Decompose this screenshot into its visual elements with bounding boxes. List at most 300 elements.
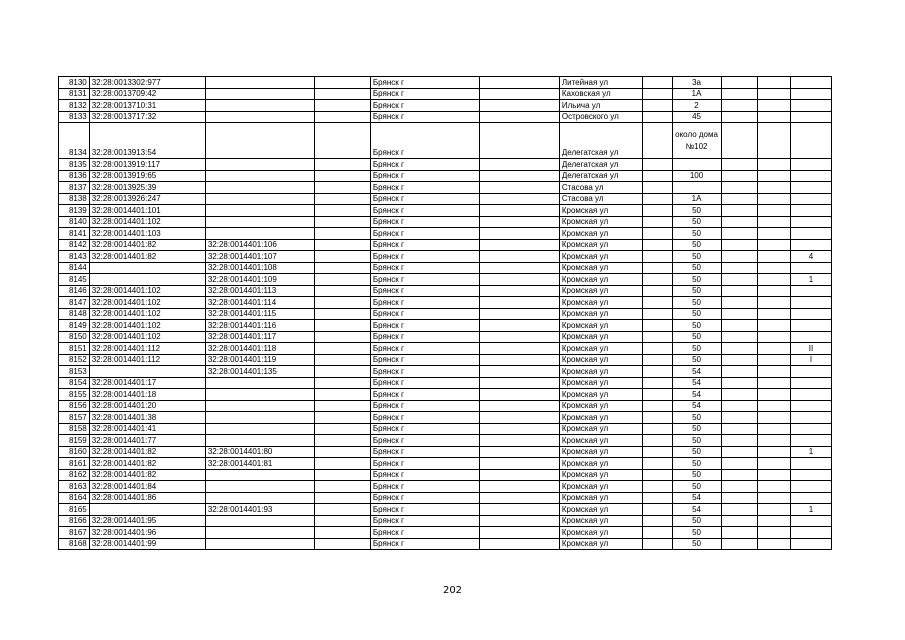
table-cell [757,435,790,447]
table-cell [315,308,371,320]
table-cell [480,538,560,550]
table-cell [642,343,672,355]
table-cell: Брянск г [370,100,479,112]
table-cell [721,228,757,240]
table-cell: 8156 [59,400,90,412]
table-cell: 8146 [59,285,90,297]
table-cell [757,274,790,286]
table-cell [480,111,560,123]
table-cell [790,228,831,240]
table-cell [315,77,371,89]
table-cell: 32:28:0014401:135 [205,366,314,378]
table-cell [721,343,757,355]
table-cell [721,515,757,527]
table-cell [721,354,757,366]
table-cell: Кромская ул [559,274,642,286]
table-cell [315,527,371,539]
table-cell [721,366,757,378]
table-cell [205,377,314,389]
table-cell [642,205,672,217]
table-cell [721,458,757,470]
table-cell [480,458,560,470]
table-cell: 8147 [59,297,90,309]
table-row [59,100,832,112]
table-cell: Делегатская ул [559,159,642,171]
table-cell: 50 [672,538,721,550]
table-cell [480,159,560,171]
table-cell [757,492,790,504]
table-cell: 32:28:0014401:96 [89,527,205,539]
table-cell [642,123,672,159]
table-cell [89,366,205,378]
table-cell: 8168 [59,538,90,550]
table-cell [790,77,831,89]
table-cell [790,458,831,470]
table-row [59,320,832,332]
table-cell: 8154 [59,377,90,389]
table-cell [315,504,371,516]
table-cell: 8155 [59,389,90,401]
table-row [59,123,832,159]
table-cell [480,239,560,251]
table-cell: 54 [672,504,721,516]
table-cell [721,216,757,228]
table-cell [480,170,560,182]
registry-table-body [59,77,832,550]
table-cell: 32:28:0014401:112 [89,354,205,366]
table-cell [480,308,560,320]
table-cell [790,123,831,159]
table-cell [315,251,371,263]
table-cell [790,366,831,378]
table-cell [757,111,790,123]
table-cell: 32:28:0014401:101 [89,205,205,217]
table-cell [721,159,757,171]
table-cell [642,297,672,309]
table-cell [205,469,314,481]
table-cell [205,423,314,435]
table-row [59,205,832,217]
table-cell: I [790,354,831,366]
table-cell [642,170,672,182]
table-cell [480,504,560,516]
table-cell [480,320,560,332]
table-cell [480,331,560,343]
table-cell: Стасова ул [559,193,642,205]
table-cell [757,100,790,112]
table-cell [480,100,560,112]
table-row [59,251,832,263]
table-cell [757,159,790,171]
table-cell [480,481,560,493]
table-cell [721,492,757,504]
table-cell [315,297,371,309]
table-row [59,274,832,286]
table-cell: Брянск г [370,216,479,228]
table-cell: Кромская ул [559,527,642,539]
table-cell: 50 [672,205,721,217]
table-row [59,193,832,205]
table-cell [315,435,371,447]
table-cell [205,77,314,89]
table-cell: 32:28:0014401:113 [205,285,314,297]
table-row [59,88,832,100]
table-row [59,377,832,389]
table-cell: 50 [672,228,721,240]
table-cell: 8149 [59,320,90,332]
table-cell: 32:28:0014401:84 [89,481,205,493]
table-cell [757,515,790,527]
table-cell: 32:28:0014401:80 [205,446,314,458]
table-cell [721,111,757,123]
table-cell [642,216,672,228]
table-cell: 8161 [59,458,90,470]
table-cell: 50 [672,343,721,355]
table-cell [642,389,672,401]
table-row [59,111,832,123]
table-row [59,515,832,527]
table-cell: 32:28:0014401:86 [89,492,205,504]
table-cell [757,458,790,470]
table-cell [315,423,371,435]
table-cell: Брянск г [370,239,479,251]
table-cell: 32:28:0014401:82 [89,446,205,458]
table-cell: 50 [672,423,721,435]
table-cell [315,285,371,297]
table-cell: Брянск г [370,170,479,182]
table-cell: Брянск г [370,400,479,412]
table-cell [642,492,672,504]
table-cell: 32:28:0014401:107 [205,251,314,263]
table-cell: 45 [672,111,721,123]
table-cell: Брянск г [370,481,479,493]
table-cell [721,538,757,550]
table-cell: 32:28:0013919:65 [89,170,205,182]
table-cell: 32:28:0013710:31 [89,100,205,112]
table-cell [790,515,831,527]
table-cell [480,88,560,100]
table-cell [721,435,757,447]
table-cell: Кромская ул [559,228,642,240]
table-cell [480,274,560,286]
table-cell [757,170,790,182]
table-cell: Стасова ул [559,182,642,194]
table-cell [480,492,560,504]
table-cell: 54 [672,400,721,412]
table-cell: Брянск г [370,515,479,527]
table-cell [790,377,831,389]
table-cell [205,123,314,159]
table-cell [757,389,790,401]
table-cell [757,366,790,378]
table-cell: 1 [790,446,831,458]
table-cell: 32:28:0014401:81 [205,458,314,470]
table-cell: Брянск г [370,320,479,332]
table-cell [790,193,831,205]
table-cell: 50 [672,469,721,481]
table-cell: 50 [672,458,721,470]
table-cell [790,389,831,401]
table-cell [480,77,560,89]
table-row [59,469,832,481]
table-cell [757,377,790,389]
table-cell [480,216,560,228]
table-cell: 50 [672,239,721,251]
table-cell: Брянск г [370,88,479,100]
table-cell [315,366,371,378]
table-cell: 32:28:0014401:102 [89,297,205,309]
table-row [59,412,832,424]
table-cell: Кромская ул [559,331,642,343]
table-cell: 50 [672,216,721,228]
table-cell: Брянск г [370,435,479,447]
table-cell [757,182,790,194]
table-cell: 50 [672,297,721,309]
table-cell [721,400,757,412]
table-cell: Брянск г [370,527,479,539]
table-row [59,435,832,447]
table-cell [480,435,560,447]
table-cell: Кромская ул [559,366,642,378]
table-cell: 32:28:0014401:38 [89,412,205,424]
table-cell [642,377,672,389]
table-cell: 32:28:0014401:95 [89,515,205,527]
table-cell [790,469,831,481]
table-cell [721,423,757,435]
table-cell: Кромская ул [559,389,642,401]
table-cell [642,228,672,240]
table-cell [757,527,790,539]
table-row [59,492,832,504]
table-cell: Кромская ул [559,423,642,435]
table-cell [757,77,790,89]
table-cell: Брянск г [370,297,479,309]
table-cell: 32:28:0014401:82 [89,458,205,470]
table-cell [315,515,371,527]
table-cell [205,111,314,123]
table-cell: 8141 [59,228,90,240]
table-row [59,159,832,171]
table-cell: 32:28:0013913:54 [89,123,205,159]
table-cell [790,159,831,171]
table-cell [315,492,371,504]
table-cell: 8159 [59,435,90,447]
table-row [59,527,832,539]
table-cell [790,331,831,343]
table-cell [721,331,757,343]
table-cell [642,527,672,539]
table-cell [757,504,790,516]
table-cell [205,228,314,240]
table-cell [315,182,371,194]
table-cell [757,469,790,481]
table-cell: Брянск г [370,446,479,458]
table-cell: 32:28:0014401:93 [205,504,314,516]
table-cell: 8130 [59,77,90,89]
table-cell [790,170,831,182]
table-cell [315,216,371,228]
table-cell [205,435,314,447]
table-cell: 32:28:0014401:108 [205,262,314,274]
table-cell [642,239,672,251]
table-cell: Кромская ул [559,239,642,251]
table-cell: 32:28:0014401:117 [205,331,314,343]
table-cell [757,285,790,297]
table-cell [721,77,757,89]
table-cell [721,285,757,297]
table-cell: Брянск г [370,331,479,343]
table-cell: 32:28:0014401:102 [89,285,205,297]
table-cell: 50 [672,527,721,539]
table-cell [790,111,831,123]
table-cell [790,423,831,435]
table-cell [642,423,672,435]
table-cell: 32:28:0014401:118 [205,343,314,355]
table-cell: 8143 [59,251,90,263]
table-cell [642,251,672,263]
table-cell [642,262,672,274]
table-cell [757,538,790,550]
table-cell: Кромская ул [559,216,642,228]
table-cell: 32:28:0014401:99 [89,538,205,550]
table-cell [205,492,314,504]
table-cell: 32:28:0013926:247 [89,193,205,205]
table-cell [757,320,790,332]
table-cell: 32:28:0014401:115 [205,308,314,320]
table-cell [790,400,831,412]
table-cell: Литейная ул [559,77,642,89]
table-cell: Брянск г [370,469,479,481]
table-cell: 54 [672,377,721,389]
table-cell [790,538,831,550]
table-cell [757,193,790,205]
table-cell [790,182,831,194]
table-row [59,343,832,355]
table-cell [642,412,672,424]
table-cell: Кромская ул [559,285,642,297]
table-cell [790,481,831,493]
table-cell [721,123,757,159]
table-cell: 50 [672,308,721,320]
table-cell [642,400,672,412]
table-cell [205,100,314,112]
table-row [59,297,832,309]
table-cell: Брянск г [370,193,479,205]
table-row [59,481,832,493]
table-cell [642,515,672,527]
table-cell [721,274,757,286]
table-cell [480,446,560,458]
table-cell: 50 [672,412,721,424]
table-cell: Брянск г [370,412,479,424]
table-cell: Брянск г [370,308,479,320]
table-cell [315,481,371,493]
table-cell: 32:28:0014401:116 [205,320,314,332]
table-cell: 100 [672,170,721,182]
table-cell [89,274,205,286]
table-cell [480,182,560,194]
table-cell [89,262,205,274]
table-cell [480,377,560,389]
table-cell [480,251,560,263]
table-cell [721,527,757,539]
table-cell [757,262,790,274]
table-cell: Кромская ул [559,469,642,481]
table-cell: 8136 [59,170,90,182]
table-cell: Кромская ул [559,354,642,366]
table-cell: Брянск г [370,123,479,159]
table-cell: 8152 [59,354,90,366]
table-cell: Делегатская ул [559,170,642,182]
table-row [59,446,832,458]
table-cell: Кромская ул [559,481,642,493]
table-cell [642,308,672,320]
table-cell [721,182,757,194]
table-cell: Кромская ул [559,492,642,504]
table-cell: 8138 [59,193,90,205]
table-cell [480,343,560,355]
table-cell [642,481,672,493]
table-cell [790,262,831,274]
table-cell: Островского ул [559,111,642,123]
table-cell [480,354,560,366]
table-cell: 8150 [59,331,90,343]
table-cell [721,377,757,389]
table-cell: 8148 [59,308,90,320]
table-cell [480,423,560,435]
table-cell: Каховская ул [559,88,642,100]
table-cell [315,193,371,205]
table-cell [721,239,757,251]
table-cell [757,400,790,412]
table-cell [315,159,371,171]
table-cell [757,88,790,100]
table-cell: 32:28:0014401:82 [89,251,205,263]
table-cell [757,481,790,493]
table-cell [757,446,790,458]
table-cell: Кромская ул [559,504,642,516]
table-cell [89,504,205,516]
table-cell: 8153 [59,366,90,378]
table-cell: 32:28:0013919:117 [89,159,205,171]
table-row [59,228,832,240]
table-cell [205,216,314,228]
table-cell: Делегатская ул [559,123,642,159]
table-cell [757,216,790,228]
table-cell [642,159,672,171]
table-cell [205,481,314,493]
table-cell: Брянск г [370,389,479,401]
table-cell: 1А [672,88,721,100]
table-row [59,389,832,401]
table-cell: 32:28:0013709:42 [89,88,205,100]
table-cell: 32:28:0014401:18 [89,389,205,401]
table-cell [480,515,560,527]
table-cell [642,77,672,89]
table-cell: 32:28:0014401:114 [205,297,314,309]
table-cell [480,193,560,205]
table-cell [790,527,831,539]
table-cell: 8131 [59,88,90,100]
table-cell [315,343,371,355]
table-cell [757,228,790,240]
table-cell [642,193,672,205]
table-cell [315,389,371,401]
table-cell: 8164 [59,492,90,504]
table-cell [205,170,314,182]
table-cell: Кромская ул [559,412,642,424]
table-cell [205,538,314,550]
